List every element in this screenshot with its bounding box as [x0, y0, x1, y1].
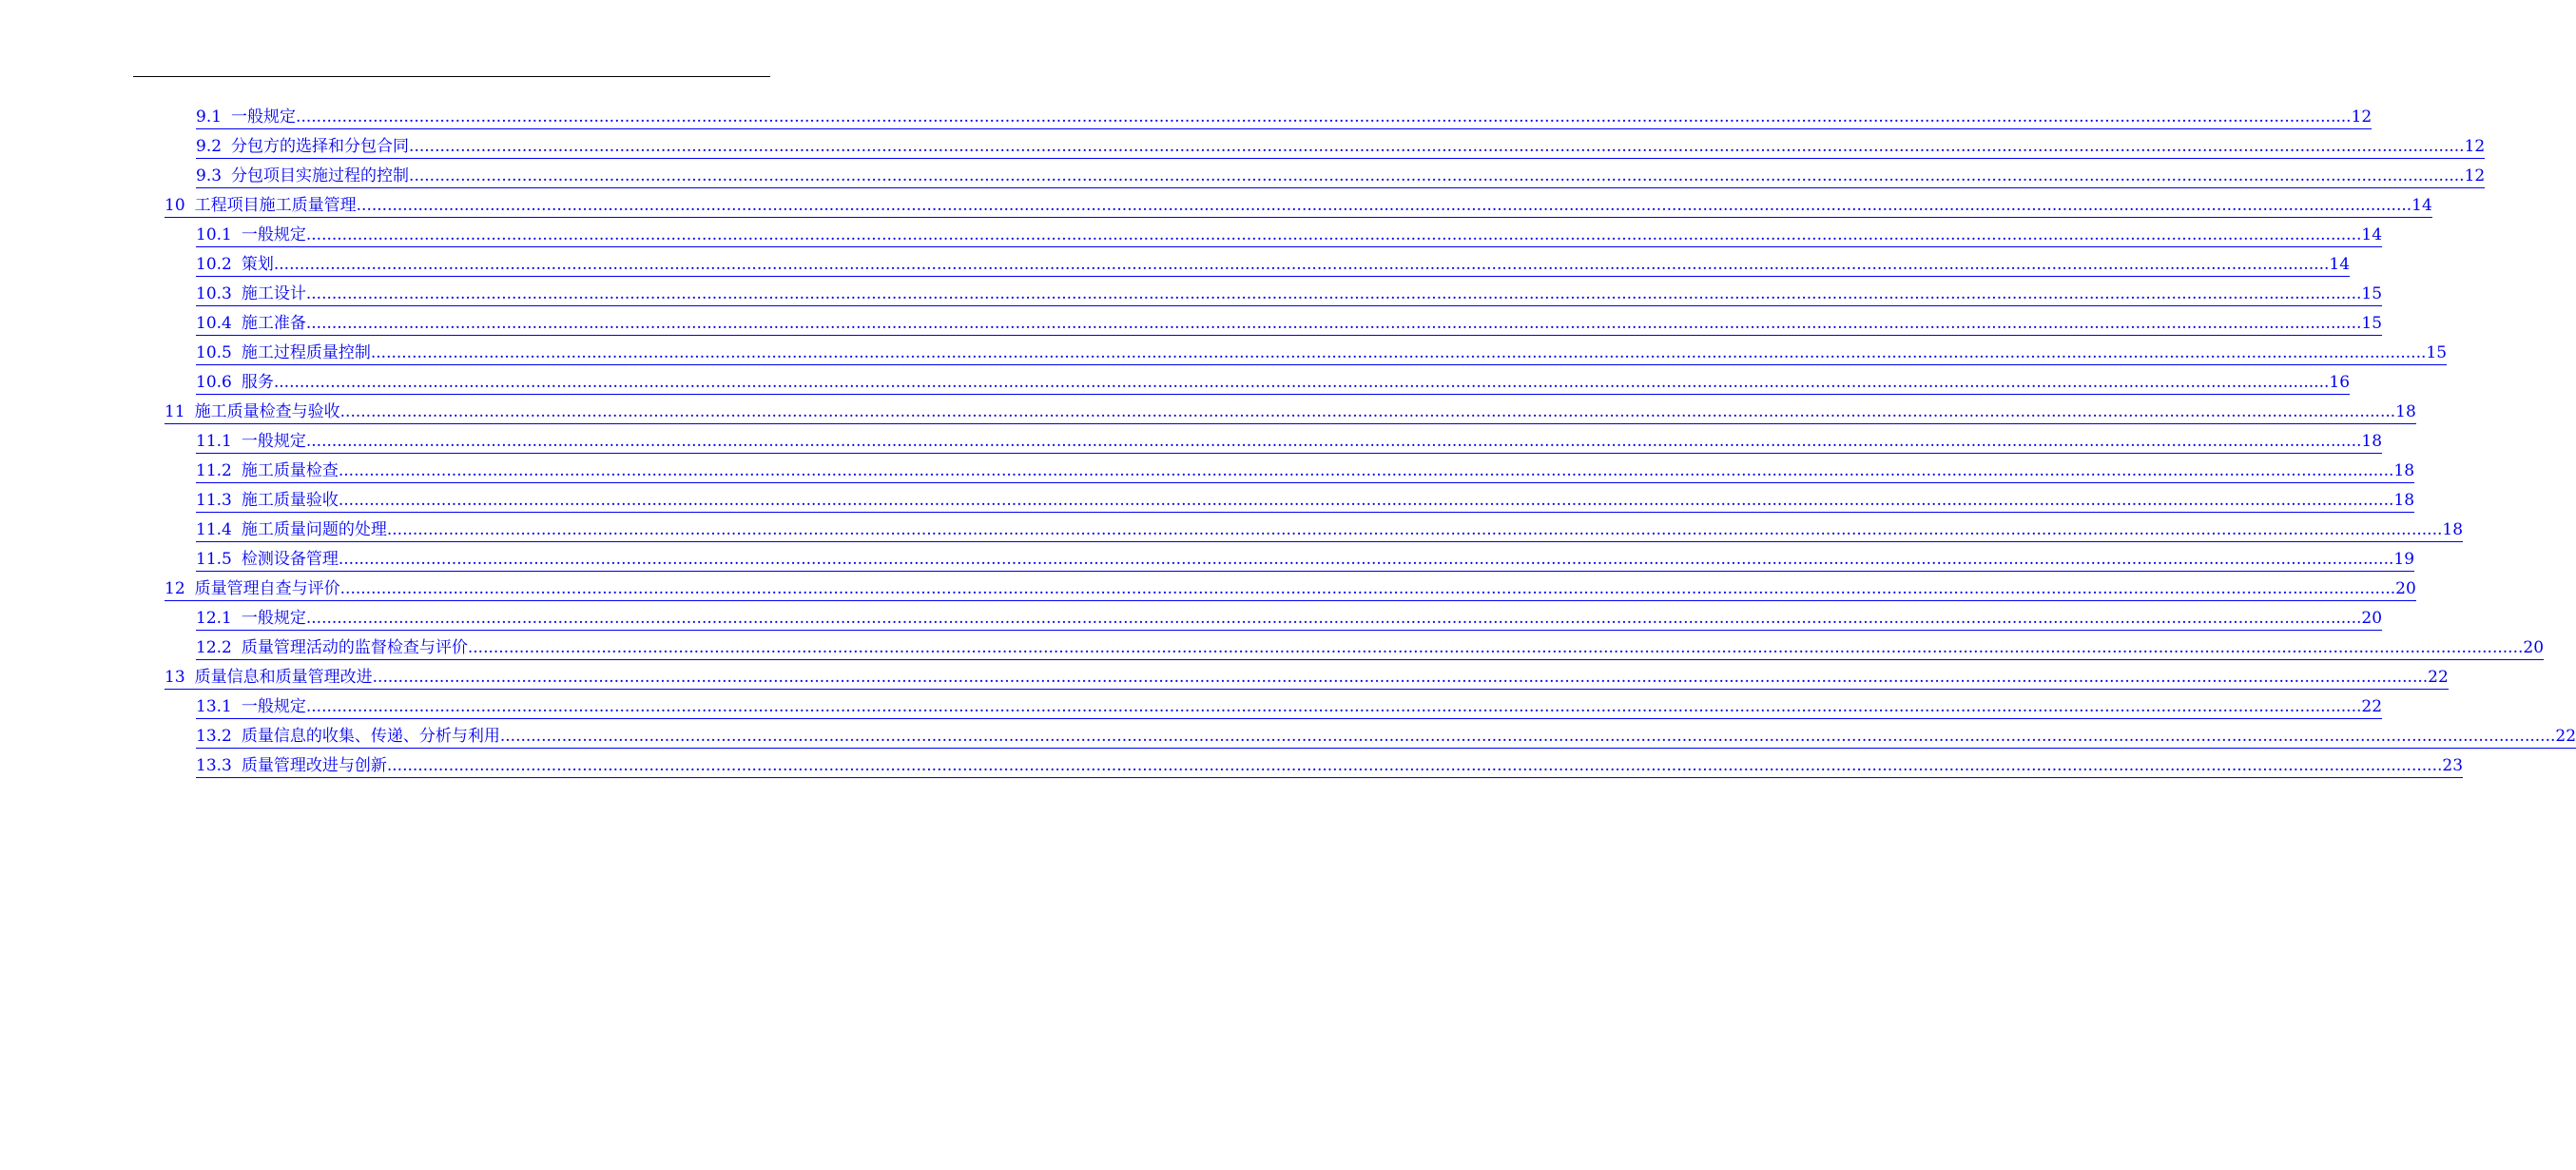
toc-entry-title: 质量信息的收集、传递、分析与利用: [241, 727, 500, 746]
toc-entry-label: [196, 696, 306, 719]
toc-dot-leader: ................................................................................................................................................................................................................................................................................................................................................................................................................: [306, 696, 2362, 719]
toc-entry-title: 一般规定: [231, 107, 297, 127]
toc-dot-leader: ................................................................................................................................................................................................................................................................................................................................................................................................................: [357, 195, 2412, 218]
toc-entry-page-number: 15: [2426, 342, 2447, 365]
toc-dot-leader: ................................................................................................................................................................................................................................................................................................................................................................................................................: [468, 637, 2524, 660]
toc-entry-title: 施工质量问题的处理: [241, 520, 387, 539]
toc-entry-page-number: 12: [2465, 166, 2486, 188]
toc-entry-label: [196, 372, 274, 395]
toc-entry-number: 9.3: [196, 166, 223, 185]
toc-entry[interactable]: [165, 663, 2449, 690]
toc-entry-page-number: 14: [2361, 224, 2382, 247]
toc-entry-title: 质量管理自查与评价: [194, 579, 340, 598]
toc-entry-page-number: 18: [2442, 519, 2463, 542]
toc-entry-title: 一般规定: [241, 697, 306, 716]
toc-entry-number: 13.1: [196, 697, 232, 716]
toc-entry-page-number: 23: [2442, 755, 2463, 778]
toc-entry-page-number: 15: [2361, 283, 2382, 306]
toc-entry[interactable]: [196, 604, 2383, 631]
toc-entry-page-number: 18: [2361, 431, 2382, 454]
toc-dot-leader: ................................................................................................................................................................................................................................................................................................................................................................................................................: [371, 342, 2427, 365]
toc-entry-number: 11.3: [196, 491, 232, 510]
toc-entry[interactable]: [196, 309, 2383, 336]
toc-entry[interactable]: [196, 486, 2415, 513]
toc-entry-title: 质量信息和质量管理改进: [194, 668, 373, 687]
toc-entry-number: 10.5: [196, 343, 232, 362]
toc-entry-page-number: 14: [2411, 195, 2432, 218]
toc-entry-page-number: 12: [2465, 136, 2486, 159]
toc-entry-label: [196, 224, 306, 247]
toc-entry-number: 11.4: [196, 520, 232, 539]
toc-entry[interactable]: [196, 368, 2351, 395]
toc-dot-leader: ................................................................................................................................................................................................................................................................................................................................................................................................................: [387, 519, 2443, 542]
toc-dot-leader: ................................................................................................................................................................................................................................................................................................................................................................................................................: [340, 578, 2396, 601]
toc-entry[interactable]: [196, 545, 2415, 572]
toc-entry-title: 检测设备管理: [241, 550, 339, 569]
toc-entry-number: 10.4: [196, 314, 232, 333]
toc-entry[interactable]: [196, 221, 2383, 247]
toc-entry-number: 11.5: [196, 550, 232, 569]
toc-entry-label: [196, 460, 339, 483]
toc-entry-title: 质量管理改进与创新: [241, 756, 387, 775]
toc-entry-label: [196, 431, 306, 454]
toc-entry-label: [196, 755, 387, 778]
toc-entry-title: 施工准备: [241, 314, 306, 333]
toc-entry-number: 9.1: [196, 107, 223, 127]
toc-entry-number: 11: [165, 402, 185, 421]
toc-dot-leader: ................................................................................................................................................................................................................................................................................................................................................................................................................: [306, 431, 2362, 454]
toc-dot-leader: ................................................................................................................................................................................................................................................................................................................................................................................................................: [296, 107, 2352, 129]
toc-entry-label: [196, 519, 387, 542]
toc-entry-label: [196, 342, 371, 365]
toc-entry-title: 施工质量验收: [241, 491, 339, 510]
toc-entry[interactable]: [196, 751, 2464, 778]
toc-entry[interactable]: [165, 575, 2416, 601]
toc-entry-label: [196, 283, 306, 306]
toc-entry-label: [165, 401, 340, 424]
toc-dot-leader: ................................................................................................................................................................................................................................................................................................................................................................................................................: [340, 401, 2396, 424]
toc-entry-title: 工程项目施工质量管理: [194, 196, 357, 215]
toc-entry-number: 11.2: [196, 461, 232, 480]
toc-entry-number: 12: [165, 579, 185, 598]
toc-entry-number: 11.1: [196, 432, 232, 451]
toc-entry[interactable]: [196, 427, 2383, 454]
toc-entry[interactable]: [196, 722, 2576, 749]
toc-entry-page-number: 14: [2329, 254, 2350, 277]
toc-entry-label: [165, 667, 373, 690]
toc-entry-title: 一般规定: [241, 609, 306, 628]
toc-entry-number: 13.2: [196, 727, 232, 746]
toc-dot-leader: ................................................................................................................................................................................................................................................................................................................................................................................................................: [306, 608, 2362, 631]
toc-entry-label: [196, 107, 296, 129]
toc-entry-label: [196, 313, 306, 336]
toc-entry[interactable]: [196, 280, 2383, 306]
toc-entry-number: 13: [165, 668, 185, 687]
toc-entry-label: [165, 578, 340, 601]
toc-entry-label: [196, 490, 339, 513]
toc-dot-leader: ................................................................................................................................................................................................................................................................................................................................................................................................................: [274, 372, 2330, 395]
toc-dot-leader: ................................................................................................................................................................................................................................................................................................................................................................................................................: [306, 313, 2362, 336]
toc-entry-page-number: 16: [2329, 372, 2350, 395]
toc-entry-page-number: 20: [2395, 578, 2416, 601]
toc-entry-label: [196, 166, 409, 188]
toc-entry[interactable]: [196, 692, 2383, 719]
toc-entry-title: 分包项目实施过程的控制: [231, 166, 410, 185]
toc-entry-title: 一般规定: [241, 432, 306, 451]
toc-entry-title: 施工设计: [241, 284, 306, 303]
toc-entry[interactable]: [196, 250, 2351, 277]
toc-entry[interactable]: [196, 132, 2486, 159]
toc-entry-number: 13.3: [196, 756, 232, 775]
toc-entry[interactable]: [165, 191, 2432, 218]
toc-entry-number: 10: [165, 196, 185, 215]
toc-dot-leader: ................................................................................................................................................................................................................................................................................................................................................................................................................: [306, 283, 2362, 306]
toc-entry[interactable]: [196, 339, 2448, 365]
toc-entry[interactable]: [196, 103, 2373, 129]
toc-entry-number: 12.2: [196, 638, 232, 657]
toc-dot-leader: ................................................................................................................................................................................................................................................................................................................................................................................................................: [409, 166, 2465, 188]
toc-entry-label: [196, 549, 339, 572]
toc-entry-page-number: 20: [2523, 637, 2544, 660]
toc-entry-title: 服务: [241, 373, 274, 392]
toc-dot-leader: ................................................................................................................................................................................................................................................................................................................................................................................................................: [373, 667, 2429, 690]
toc-entry-number: 10.1: [196, 225, 232, 244]
toc-entry-page-number: 22: [2428, 667, 2449, 690]
toc-entry-title: 施工质量检查: [241, 461, 339, 480]
toc-entry-title: 质量管理活动的监督检查与评价: [241, 638, 468, 657]
toc-entry-title: 一般规定: [241, 225, 306, 244]
toc-entry-page-number: 15: [2361, 313, 2382, 336]
toc-dot-leader: ................................................................................................................................................................................................................................................................................................................................................................................................................: [306, 224, 2362, 247]
toc-entry-page-number: 22: [2361, 696, 2382, 719]
toc-entry[interactable]: [196, 516, 2464, 542]
header-rule: [133, 76, 770, 77]
toc-dot-leader: ................................................................................................................................................................................................................................................................................................................................................................................................................: [274, 254, 2330, 277]
toc-dot-leader: ................................................................................................................................................................................................................................................................................................................................................................................................................: [409, 136, 2465, 159]
toc-entry[interactable]: [165, 398, 2416, 424]
toc-dot-leader: ................................................................................................................................................................................................................................................................................................................................................................................................................: [500, 726, 2556, 749]
toc-entry-page-number: 20: [2361, 608, 2382, 631]
toc-entry-number: 10.3: [196, 284, 232, 303]
toc-entry-label: [196, 136, 409, 159]
toc-entry-page-number: 19: [2393, 549, 2414, 572]
toc-entry-page-number: 18: [2395, 401, 2416, 424]
toc-entry-page-number: 12: [2352, 107, 2373, 129]
toc-dot-leader: ................................................................................................................................................................................................................................................................................................................................................................................................................: [339, 460, 2394, 483]
toc-entry[interactable]: [196, 162, 2486, 188]
toc-entry[interactable]: [196, 634, 2545, 660]
toc-entry-label: [196, 726, 500, 749]
toc-entry-number: 9.2: [196, 137, 223, 156]
toc-entry-title: 分包方的选择和分包合同: [231, 137, 410, 156]
toc-entry-title: 策划: [241, 255, 274, 274]
toc-entry-label: [165, 195, 357, 218]
toc-entry-title: 施工过程质量控制: [241, 343, 371, 362]
toc-entry-label: [196, 608, 306, 631]
toc-entry-title: 施工质量检查与验收: [194, 402, 340, 421]
toc-entry-number: 12.1: [196, 609, 232, 628]
toc-entry-number: 10.6: [196, 373, 232, 392]
toc-entry[interactable]: [196, 457, 2415, 483]
toc-dot-leader: ................................................................................................................................................................................................................................................................................................................................................................................................................: [339, 549, 2394, 572]
toc-dot-leader: ................................................................................................................................................................................................................................................................................................................................................................................................................: [339, 490, 2394, 513]
toc-entry-page-number: 18: [2393, 460, 2414, 483]
toc-entry-label: [196, 254, 274, 277]
toc-entry-page-number: 22: [2555, 726, 2576, 749]
toc-dot-leader: ................................................................................................................................................................................................................................................................................................................................................................................................................: [387, 755, 2443, 778]
toc-entry-number: 10.2: [196, 255, 232, 274]
toc-entry-page-number: 18: [2393, 490, 2414, 513]
toc-entry-label: [196, 637, 468, 660]
